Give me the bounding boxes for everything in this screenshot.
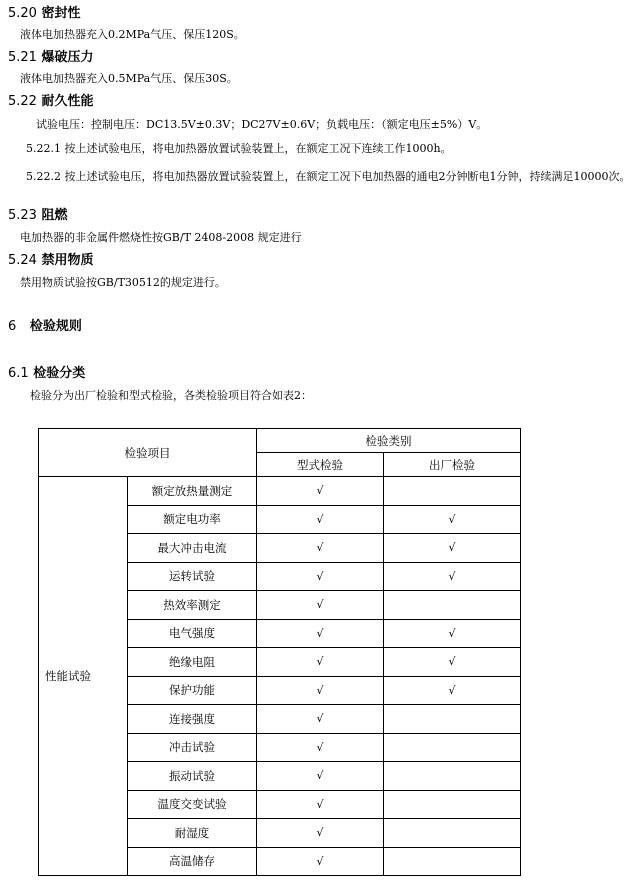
type-test-check: √ xyxy=(257,648,384,677)
type-test-check: √ xyxy=(257,591,384,620)
heading-title: 爆破压力 xyxy=(41,50,94,65)
heading-title: 禁用物质 xyxy=(41,253,94,268)
heading-number: 5.22 xyxy=(8,94,37,109)
factory-test-check xyxy=(384,819,521,848)
factory-test-check: √ xyxy=(384,676,521,705)
factory-test-check xyxy=(384,790,521,819)
paragraph-5-23: 电加热器的非金属件燃烧性按GB/T 2408-2008 规定进行 xyxy=(20,231,302,244)
factory-test-check xyxy=(384,705,521,734)
type-test-check: √ xyxy=(257,762,384,791)
header-factory-test: 出厂检验 xyxy=(384,453,521,477)
factory-test-check: √ xyxy=(384,505,521,534)
item-name: 最大冲击电流 xyxy=(128,534,257,563)
type-test-check: √ xyxy=(257,705,384,734)
type-test-check: √ xyxy=(257,733,384,762)
header-category: 检验类别 xyxy=(257,429,521,453)
item-name: 热效率测定 xyxy=(128,591,257,620)
factory-test-check: √ xyxy=(384,534,521,563)
header-item: 检验项目 xyxy=(39,429,257,477)
type-test-check: √ xyxy=(257,505,384,534)
item-name: 保护功能 xyxy=(128,676,257,705)
type-test-check: √ xyxy=(257,819,384,848)
item-name: 耐湿度 xyxy=(128,819,257,848)
inspection-table xyxy=(38,428,521,876)
heading-title: 耐久性能 xyxy=(41,94,94,109)
item-name: 高温储存 xyxy=(128,847,257,876)
factory-test-check xyxy=(384,762,521,791)
item-name: 温度交变试验 xyxy=(128,790,257,819)
chapter-title: 检验规则 xyxy=(29,319,82,334)
type-test-check: √ xyxy=(257,619,384,648)
factory-test-check xyxy=(384,591,521,620)
chapter-heading xyxy=(8,319,82,335)
item-name: 电气强度 xyxy=(128,619,257,648)
item-name: 额定放热量测定 xyxy=(128,477,257,506)
paragraph-5-22-1: 5.22.1 按上述试验电压，将电加热器放置试验装置上，在额定工况下连续工作1000h。 xyxy=(26,142,452,155)
item-name: 绝缘电阻 xyxy=(128,648,257,677)
heading-5-20 xyxy=(8,6,81,22)
paragraph-5-20: 液体电加热器充入0.2MPa气压、保压120S。 xyxy=(20,28,245,41)
item-name: 连接强度 xyxy=(128,705,257,734)
item-name: 额定电功率 xyxy=(128,505,257,534)
type-test-check: √ xyxy=(257,477,384,506)
type-test-check: √ xyxy=(257,676,384,705)
type-test-check: √ xyxy=(257,562,384,591)
table-row xyxy=(39,477,521,506)
item-name: 振动试验 xyxy=(128,762,257,791)
heading-number: 5.23 xyxy=(8,208,37,223)
heading-title: 阻燃 xyxy=(41,208,68,223)
factory-test-check xyxy=(384,477,521,506)
heading-title: 密封性 xyxy=(41,6,81,21)
factory-test-check: √ xyxy=(384,619,521,648)
item-name: 冲击试验 xyxy=(128,733,257,762)
factory-test-check xyxy=(384,847,521,876)
type-test-check: √ xyxy=(257,847,384,876)
paragraph-6-1: 检验分为出厂检验和型式检验，各类检验项目符合如表2： xyxy=(30,389,312,402)
group-label: 性能试验 xyxy=(39,477,128,876)
heading-6-1 xyxy=(8,366,85,382)
paragraph-5-22: 试验电压：控制电压：DC13.5V±0.3V；DC27V±0.6V；负载电压：（额定电压±5%）V。 xyxy=(36,118,488,131)
type-test-check: √ xyxy=(257,534,384,563)
paragraph-5-22-2: 5.22.2 按上述试验电压，将电加热器放置试验装置上，在额定工况下电加热器的通电2分钟断电1分钟，持续满足10000次。 xyxy=(26,170,631,183)
header-type-test: 型式检验 xyxy=(257,453,384,477)
heading-number: 6.1 xyxy=(8,366,29,381)
heading-5-23 xyxy=(8,208,68,224)
header-row xyxy=(39,429,521,453)
paragraph-5-21: 液体电加热器充入0.5MPa气压、保压30S。 xyxy=(20,72,238,85)
item-name: 运转试验 xyxy=(128,562,257,591)
heading-number: 5.21 xyxy=(8,50,37,65)
paragraph-5-24: 禁用物质试验按GB/T30512的规定进行。 xyxy=(20,276,226,289)
chapter-number: 6 xyxy=(8,319,17,334)
type-test-check: √ xyxy=(257,790,384,819)
factory-test-check: √ xyxy=(384,648,521,677)
factory-test-check: √ xyxy=(384,562,521,591)
table-body xyxy=(39,429,521,876)
heading-5-22 xyxy=(8,94,94,110)
heading-5-21 xyxy=(8,50,94,66)
heading-title: 检验分类 xyxy=(33,366,86,381)
heading-number: 5.20 xyxy=(8,6,37,21)
heading-number: 5.24 xyxy=(8,253,37,268)
heading-5-24 xyxy=(8,253,94,269)
factory-test-check xyxy=(384,733,521,762)
